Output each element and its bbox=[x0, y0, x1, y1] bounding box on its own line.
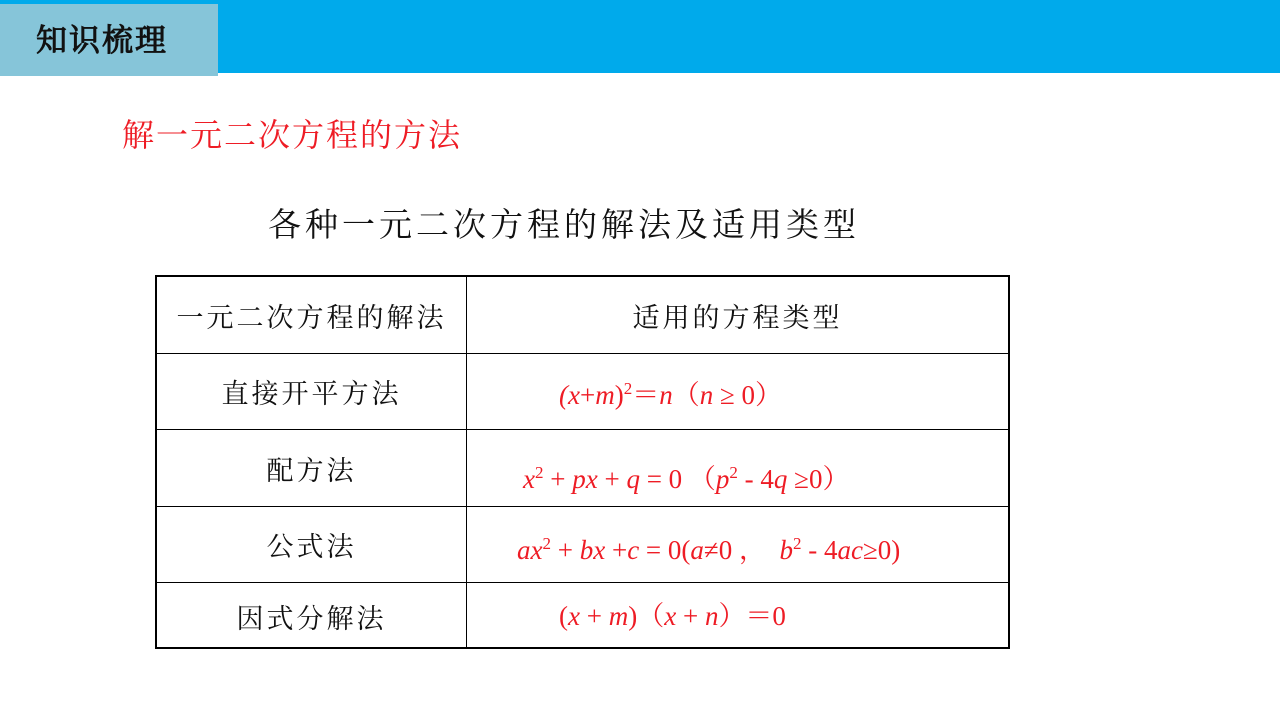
header-type: 适用的方程类型 bbox=[632, 302, 843, 334]
type-cell bbox=[467, 354, 1008, 429]
section-tab-label: 知识梳理 bbox=[36, 23, 168, 59]
formula: (x + m)（x + n）＝0 bbox=[559, 601, 786, 631]
type-cell bbox=[467, 430, 1008, 506]
slide-heading: 解一元二次方程的方法 bbox=[122, 116, 463, 154]
section-tab bbox=[0, 4, 218, 76]
table-row bbox=[157, 507, 1008, 583]
type-cell bbox=[467, 583, 1008, 649]
table-row bbox=[157, 430, 1008, 507]
methods-table bbox=[155, 275, 1010, 649]
method-label: 配方法 bbox=[157, 430, 467, 506]
table-header-row bbox=[157, 277, 1008, 354]
method-label: 直接开平方法 bbox=[157, 354, 467, 429]
table-title: 各种一元二次方程的解法及适用类型 bbox=[268, 205, 860, 244]
formula: $ax^2$ + bx +c = 0(a≠0 ， $b^2 - 4ac\ge 0$) bbox=[517, 534, 901, 565]
method-label: 公式法 bbox=[157, 507, 467, 582]
table-row bbox=[157, 583, 1008, 649]
type-cell bbox=[467, 507, 1008, 582]
header-method: 一元二次方程的解法 bbox=[157, 277, 467, 353]
method-label: 因式分解法 bbox=[157, 583, 467, 649]
table-row bbox=[157, 354, 1008, 430]
formula: $(x+m)^2=n(n \ge 0)$ bbox=[559, 379, 783, 410]
header-type-cell bbox=[467, 277, 1008, 353]
formula: $x^2$ + px + q = 0 $(p^2 - 4q \ge 0)$ bbox=[523, 463, 850, 494]
